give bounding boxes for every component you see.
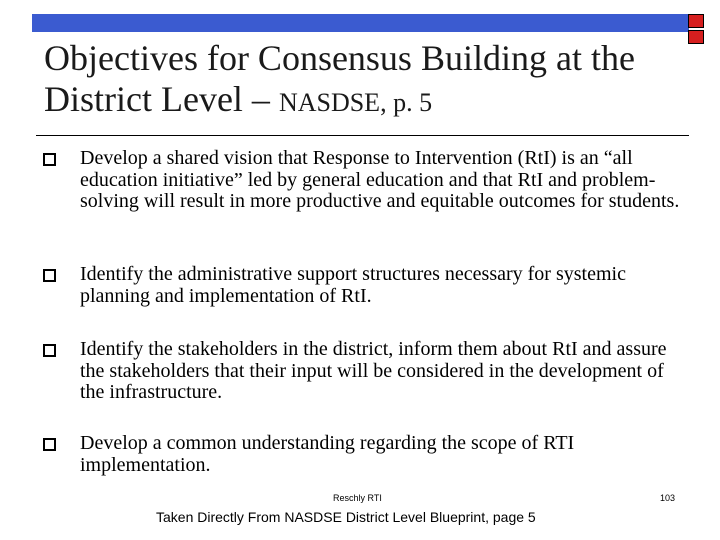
square-bullet-icon — [43, 344, 56, 357]
footer-author: Reschly RTI — [333, 493, 382, 503]
square-bullet-icon — [43, 438, 56, 451]
footer-source-note: Taken Directly From NASDSE District Level Blueprint, page 5 — [156, 509, 536, 525]
slide-title — [44, 38, 684, 123]
page-number: 103 — [660, 493, 676, 503]
square-bullet-icon — [43, 153, 56, 166]
bullet-text: Identify the stakeholders in the district, inform them about RtI and assure the stakeholders that their input will be considered in the development of the infrastructure. — [80, 338, 667, 403]
slide-title-main: Objectives for Consensus Building at the District Level – — [44, 38, 635, 119]
title-divider — [36, 135, 689, 136]
decorative-corner-square — [688, 30, 704, 44]
decorative-top-band — [32, 14, 689, 32]
bullet-text: Identify the administrative support structures necessary for systemic planning and implementation of RtI. — [80, 263, 626, 307]
slide-title-suffix: NASDSE, p. 5 — [278, 88, 433, 117]
bullet-text: Develop a common understanding regarding the scope of RTI implementation. — [80, 432, 575, 476]
bullet-text: Develop a shared vision that Response to Intervention (RtI) is an “all education initiative” led by general education and that RtI and problem-solving will result in more productive and equitable outcomes for students. — [80, 147, 680, 212]
decorative-corner-square — [688, 14, 704, 28]
square-bullet-icon — [43, 269, 56, 282]
